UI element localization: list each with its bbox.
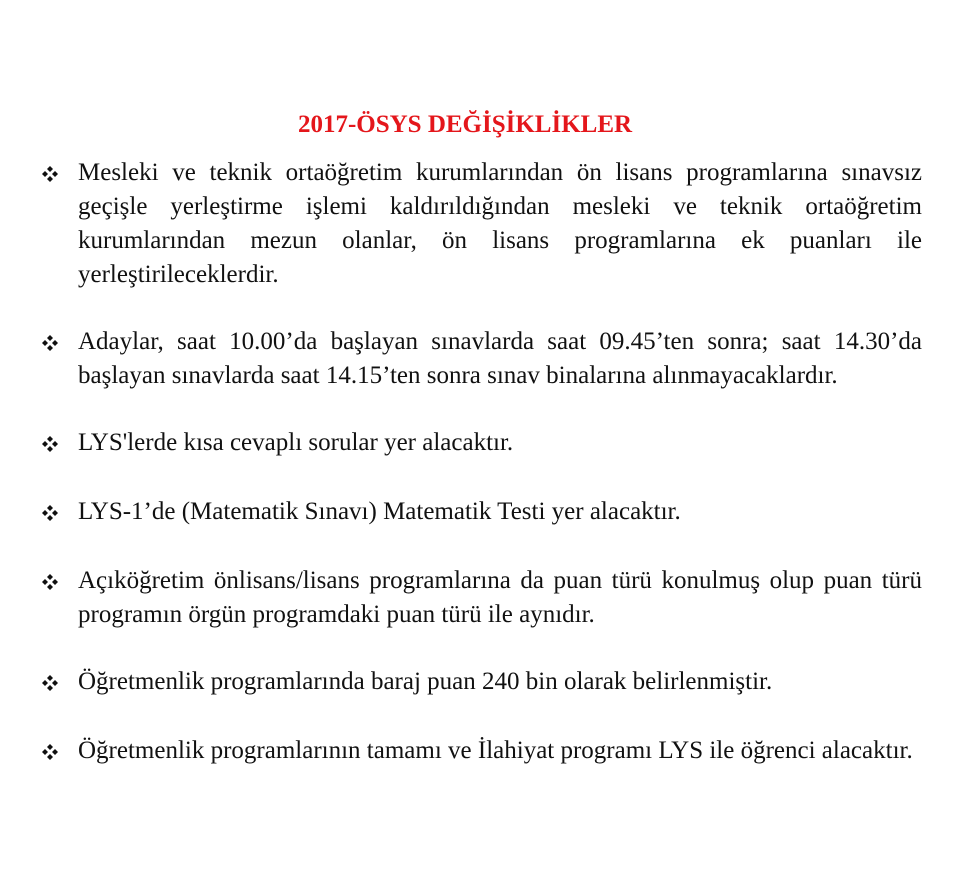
list-item-text: Öğretmenlik programlarında baraj puan 240 bin olarak belirlenmiştir.: [78, 668, 773, 695]
change-list: [40, 156, 922, 801]
list-item: [40, 665, 922, 699]
diamond-bullet-icon: [40, 503, 60, 523]
list-item-text: Açıköğretim önlisans/lisans programlarına da puan türü konulmuş olup puan türü programın örgün programdaki puan türü ile aynıdır.: [78, 567, 922, 628]
diamond-bullet-icon: [40, 333, 60, 353]
diamond-bullet-icon: [40, 434, 60, 454]
diamond-bullet-icon: [40, 742, 60, 762]
list-item-text: Öğretmenlik programlarının tamamı ve İlahiyat programı LYS ile öğrenci alacaktır.: [78, 737, 913, 764]
list-item-text: Mesleki ve teknik ortaöğretim kurumlarından ön lisans programlarına sınavsız geçişle yerleştirme işlemi kaldırıldığından mesleki ve teknik ortaöğretim kurumlarından mezun olanlar, ön lisans programlarına ek puanları ile yerleştirileceklerdir.: [78, 159, 922, 288]
diamond-bullet-icon: [40, 572, 60, 592]
list-item: [40, 156, 922, 292]
list-item-text: LYS'lerde kısa cevaplı sorular yer alacaktır.: [78, 429, 514, 456]
list-item: [40, 426, 922, 460]
list-item-text: Adaylar, saat 10.00’da başlayan sınavlarda saat 09.45’ten sonra; saat 14.30’da başlayan sınavlarda saat 14.15’ten sonra sınav binalarına alınmayacaklardır.: [78, 328, 922, 389]
list-item: [40, 734, 922, 768]
page-title: 2017-ÖSYS DEĞİŞİKLİKLER: [297, 111, 633, 138]
diamond-bullet-icon: [40, 164, 60, 184]
list-item: [40, 495, 922, 529]
list-item: [40, 564, 922, 632]
diamond-bullet-icon: [40, 673, 60, 693]
list-item: [40, 325, 922, 393]
list-item-text: LYS-1’de (Matematik Sınavı) Matematik Testi yer alacaktır.: [78, 498, 681, 525]
